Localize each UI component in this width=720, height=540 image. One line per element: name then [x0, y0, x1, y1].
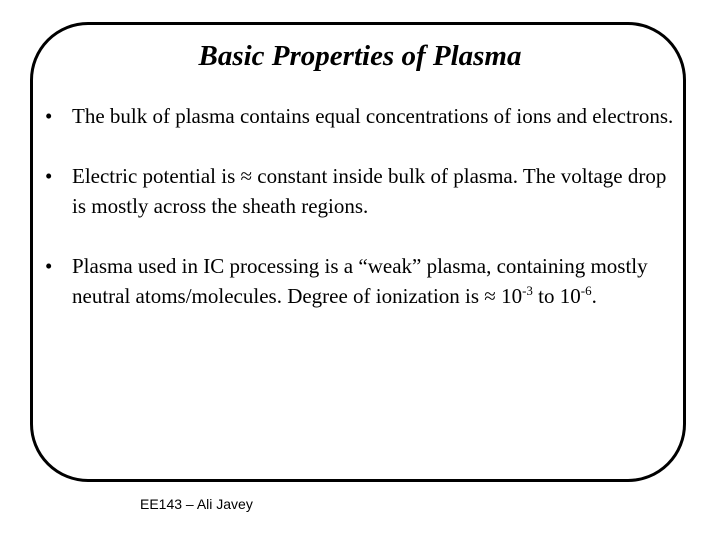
bullet-item-weak-plasma: [45, 251, 675, 311]
slide-title: Basic Properties of Plasma: [198, 40, 522, 72]
slide-footer: EE143 – Ali Javey: [140, 496, 253, 512]
bullet-marker: •: [45, 104, 53, 128]
exponent-minus-3: -3: [522, 283, 533, 298]
bullet-list: [45, 101, 675, 341]
bullet-marker: •: [45, 164, 53, 188]
bullet-item-bulk-concentration: [45, 101, 675, 131]
bullet-text: Electric potential is ≈ constant inside bulk of plasma. The voltage drop is mostly across the sheath regions.: [72, 164, 667, 218]
bullet-text-continuation: to 10: [532, 284, 581, 308]
bullet-marker: •: [45, 254, 53, 278]
bullet-text: The bulk of plasma contains equal concentrations of ions and electrons.: [72, 104, 674, 128]
bullet-text-period: .: [591, 284, 597, 308]
bullet-text: Plasma used in IC processing is a “weak” plasma, containing mostly neutral atoms/molecules. Degree of ionization is ≈ 10: [72, 254, 648, 308]
exponent-minus-6: -6: [580, 283, 592, 298]
bullet-item-electric-potential: [45, 161, 675, 221]
